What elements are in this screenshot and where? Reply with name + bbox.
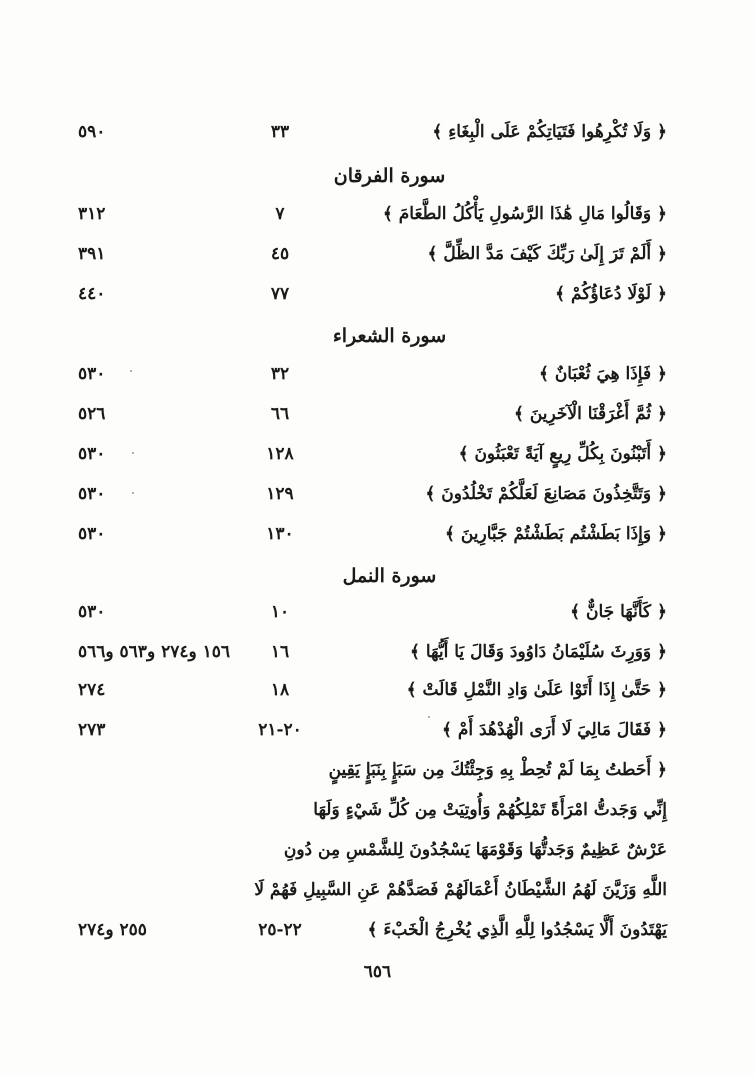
- passage-line: عَرْشٌ عَظِيمٌ وَجَدتُّهَا وَقَوْمَهَا يَسْجُدُونَ لِلشَّمْسِ مِن دُونِ: [283, 840, 667, 860]
- verse-text: ﴿ كَأَنَّهَا جَانٌّ ﴾: [570, 602, 667, 622]
- verse-number: ١٢٨: [266, 444, 294, 464]
- verse-text: ﴿ وَوَرِثَ سُلَيْمَانُ دَاوُودَ وَقَالَ يَا أَيُّهَا ﴾: [409, 642, 667, 662]
- verse-number: ٢٢-٢٥: [258, 920, 302, 940]
- verse-number: ٤٥: [270, 244, 290, 264]
- verse-number: ٦٦: [270, 404, 290, 424]
- verse-number: ٣٢: [270, 364, 290, 384]
- index-row: [0, 112, 755, 152]
- page-reference: ٥٣٠: [78, 444, 106, 464]
- page-reference: ٥٢٦: [78, 404, 106, 424]
- verse-number: ١٨: [270, 680, 290, 700]
- page-reference: ٢٥٥ و٢٧٤: [78, 920, 147, 940]
- page-reference: ٥٩٠: [78, 122, 106, 142]
- verse-text: ﴿ ثُمَّ أَغْرَقْنَا الْآخَرِينَ ﴾: [513, 404, 667, 424]
- index-row: [0, 592, 755, 632]
- index-row: [0, 514, 755, 554]
- index-row: [0, 910, 755, 950]
- verse-text: ﴿ وَلَا تُكْرِهُوا فَتَيَاتِكُمْ عَلَى الْبِغَاءِ ﴾: [432, 122, 667, 142]
- index-row: [0, 632, 755, 672]
- verse-number: ١٦: [270, 642, 290, 662]
- page-reference: ٥٣٠: [78, 364, 106, 384]
- verse-number: ١٠: [270, 602, 290, 622]
- verse-text: ﴿ فَقَالَ مَالِيَ لَا أَرَى الْهُدْهُدَ أَمْ ﴾: [442, 720, 667, 740]
- passage-line: إِنِّي وَجَدتُّ امْرَأَةً تَمْلِكُهُمْ وَأُوتِيَتْ مِن كُلِّ شَيْءٍ وَلَهَا: [313, 800, 667, 820]
- verse-text: ﴿ وَإِذَا بَطَشْتُم بَطَشْتُمْ جَبَّارِينَ ﴾: [444, 524, 667, 544]
- verse-number: ١٢٩: [266, 484, 294, 504]
- verse-text: ﴿ أَتَبْنُونَ بِكُلِّ رِيعٍ آيَةً تَعْبَثُونَ ﴾: [458, 444, 667, 464]
- page-reference: ٥٣٠: [78, 602, 106, 622]
- verse-text: ﴿ وَتَتَّخِذُونَ مَصَانِعَ لَعَلَّكُمْ تَخْلُدُونَ ﴾: [425, 484, 667, 504]
- page-reference: ٣٩١: [78, 244, 106, 264]
- page-reference: ٣١٢: [78, 204, 106, 224]
- scan-speck: [132, 452, 134, 454]
- page-reference: ١٥٦ و٢٧٤ و٥٦٣ و٥٦٦: [78, 642, 231, 662]
- verse-text: ﴿ فَإِذَا هِيَ ثُعْبَانٌ ﴾: [538, 364, 667, 384]
- index-row: [0, 394, 755, 434]
- page-reference: ٤٤٠: [78, 284, 106, 304]
- index-row: [0, 354, 755, 394]
- index-row: [0, 670, 755, 710]
- verse-number: ٧٧: [270, 284, 290, 304]
- passage-line: يَهْتَدُونَ أَلَّا يَسْجُدُوا لِلَّهِ الَّذِي يُخْرِجُ الْخَبْءَ ﴾: [367, 920, 667, 940]
- page-number: ٦٥٦: [363, 962, 392, 982]
- index-row: [0, 474, 755, 514]
- verse-text: ﴿ وَقَالُوا مَالِ هَٰذَا الرَّسُولِ يَأْكُلُ الطَّعَامَ ﴾: [382, 204, 667, 224]
- scan-speck: [132, 492, 134, 494]
- verse-number: ٣٣: [270, 122, 290, 142]
- index-row: [0, 434, 755, 474]
- passage-line: اللَّهِ وَزَيَّنَ لَهُمُ الشَّيْطَانُ أَعْمَالَهُمْ فَصَدَّهُمْ عَنِ السَّبِيلِ فَهُمْ لَا: [254, 880, 667, 900]
- index-row: [0, 234, 755, 274]
- page-reference: ٥٣٠: [78, 524, 106, 544]
- scan-speck: [130, 370, 132, 372]
- index-row: [0, 194, 755, 234]
- page-reference: ٥٣٠: [78, 484, 106, 504]
- verse-text: ﴿ لَوْلَا دُعَاؤُكُمْ ﴾: [555, 284, 667, 304]
- verse-number: ٧: [275, 204, 285, 224]
- page-reference: ٢٧٣: [78, 720, 106, 740]
- scan-speck: [428, 716, 430, 718]
- passage-line: ﴿ أَحَطتُ بِمَا لَمْ تُحِطْ بِهِ وَجِئْتُكَ مِن سَبَإٍ بِنَبَإٍ يَقِينٍ: [328, 760, 667, 780]
- verse-number: ٢٠-٢١: [258, 720, 302, 740]
- surah-heading-furqan: سورة الفرقان: [333, 165, 446, 187]
- page-reference: ٢٧٤: [78, 680, 106, 700]
- verse-text: ﴿ أَلَمْ تَرَ إِلَىٰ رَبِّكَ كَيْفَ مَدَّ الظِّلَّ ﴾: [427, 244, 667, 264]
- index-row: [0, 274, 755, 314]
- index-row: [0, 710, 755, 750]
- surah-heading-shuara: سورة الشعراء: [332, 325, 447, 347]
- surah-heading-naml: سورة النمل: [342, 565, 437, 587]
- verse-number: ١٣٠: [266, 524, 294, 544]
- verse-text: ﴿ حَتَّىٰ إِذَا أَتَوْا عَلَىٰ وَادِ النَّمْلِ قَالَتْ ﴾: [406, 680, 667, 700]
